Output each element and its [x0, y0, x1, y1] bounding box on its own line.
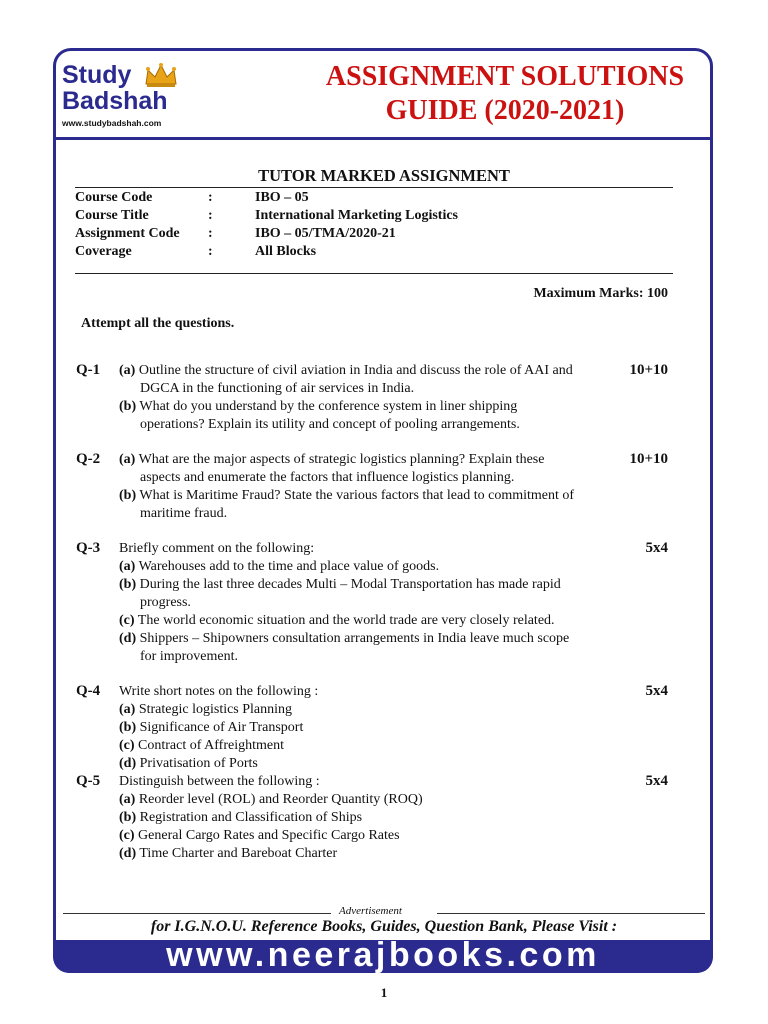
- title-line1: ASSIGNMENT SOLUTIONS: [325, 61, 685, 92]
- part-a-line: [119, 558, 439, 576]
- instruction: Attempt all the questions.: [81, 316, 235, 331]
- meta-top-rule: [75, 187, 673, 188]
- ad-rule-left: [63, 913, 331, 914]
- meta-key: Course Code: [75, 190, 153, 205]
- logo-text-line1: Study: [62, 61, 132, 89]
- header-divider: [53, 137, 713, 140]
- part-text: Time Charter and Bareboat Charter: [139, 846, 338, 861]
- question-number: Q-5: [76, 773, 101, 789]
- part-c-line: [119, 827, 400, 845]
- part-b-line: [119, 398, 517, 416]
- meta-sep: :: [208, 190, 213, 205]
- part-label: (a): [119, 702, 136, 717]
- part-label: (c): [119, 828, 135, 843]
- part-label: (b): [119, 488, 137, 503]
- part-text: Contract of Affreightment: [138, 738, 284, 753]
- part-text: Registration and Classification of Ships: [139, 810, 363, 825]
- part-b-cont: operations? Explain its utility and concept of pooling arrangements.: [140, 417, 520, 432]
- part-text: Reorder level (ROL) and Reorder Quantity (ROQ): [138, 792, 423, 807]
- part-text: The world economic situation and the world trade are very closely related.: [137, 613, 555, 628]
- question-intro: Distinguish between the following :: [119, 774, 320, 789]
- meta-sep: :: [208, 208, 213, 223]
- part-label: (d): [119, 756, 137, 771]
- part-a-line: [119, 451, 544, 469]
- ad-rule-right: [437, 913, 705, 914]
- question-number: Q-2: [76, 451, 101, 467]
- meta-sep: :: [208, 244, 213, 259]
- advertisement-text: for I.G.N.O.U. Reference Books, Guides, Question Bank, Please Visit :: [150, 918, 618, 935]
- part-label: (a): [119, 559, 136, 574]
- tma-heading: TUTOR MARKED ASSIGNMENT: [258, 166, 510, 185]
- part-text: Significance of Air Transport: [139, 720, 304, 735]
- part-d-cont: for improvement.: [140, 649, 238, 664]
- part-text: Strategic logistics Planning: [138, 702, 293, 717]
- meta-bottom-rule: [75, 273, 673, 274]
- part-label: (d): [119, 846, 137, 861]
- question-number: Q-1: [76, 362, 101, 378]
- question-marks: 5x4: [645, 540, 668, 556]
- part-text: Shippers – Shipowners consultation arrangements in India leave much scope: [139, 631, 570, 646]
- part-text: Privatisation of Ports: [139, 756, 258, 771]
- part-b-line: [119, 576, 561, 594]
- part-d-line: [119, 755, 258, 773]
- part-b-line: [119, 719, 303, 737]
- part-text: Outline the structure of civil aviation in India and discuss the role of AAI and: [138, 363, 573, 378]
- part-label: (a): [119, 792, 136, 807]
- meta-value: IBO – 05/TMA/2020-21: [255, 226, 396, 241]
- part-a-line: [119, 791, 423, 809]
- meta-key: Assignment Code: [75, 226, 180, 241]
- part-c-line: [119, 737, 284, 755]
- part-label: (c): [119, 613, 135, 628]
- question-marks: 10+10: [629, 451, 668, 467]
- part-text: Warehouses add to the time and place value of goods.: [138, 559, 440, 574]
- meta-value: IBO – 05: [255, 190, 309, 205]
- part-d-line: [119, 630, 569, 648]
- part-text: What are the major aspects of strategic logistics planning? Explain these: [138, 452, 545, 467]
- part-label: (d): [119, 631, 137, 646]
- part-label: (b): [119, 810, 137, 825]
- part-label: (b): [119, 577, 137, 592]
- part-b-line: [119, 809, 362, 827]
- maximum-marks: Maximum Marks: 100: [533, 286, 668, 301]
- part-label: (b): [119, 399, 137, 414]
- part-label: (a): [119, 452, 136, 467]
- part-d-line: [119, 845, 337, 863]
- part-text: What do you understand by the conference system in liner shipping: [139, 399, 518, 414]
- question-intro: Briefly comment on the following:: [119, 541, 315, 556]
- part-a-cont: DGCA in the functioning of air services in India.: [140, 381, 415, 396]
- part-label: (c): [119, 738, 135, 753]
- logo-text-line2: Badshah: [62, 87, 168, 115]
- part-a-cont: aspects and enumerate the factors that influence logistics planning.: [140, 470, 515, 485]
- part-a-line: [119, 362, 573, 380]
- part-b-cont: progress.: [140, 595, 191, 610]
- part-text: During the last three decades Multi – Modal Transportation has made rapid: [139, 577, 561, 592]
- meta-value: All Blocks: [255, 244, 317, 259]
- part-a-line: [119, 701, 292, 719]
- part-b-cont: maritime fraud.: [140, 506, 228, 521]
- part-b-line: [119, 487, 574, 505]
- page-title: [300, 60, 710, 128]
- question-marks: 5x4: [645, 683, 668, 699]
- part-label: (a): [119, 363, 136, 378]
- part-c-line: [119, 612, 555, 630]
- question-number: Q-3: [76, 540, 101, 556]
- meta-key: Coverage: [75, 244, 132, 259]
- question-marks: 10+10: [629, 362, 668, 378]
- title-line2: GUIDE (2020-2021): [385, 95, 625, 126]
- part-text: General Cargo Rates and Specific Cargo Rates: [138, 828, 400, 843]
- part-label: (b): [119, 720, 137, 735]
- advertisement-label: Advertisement: [339, 905, 402, 917]
- meta-sep: :: [208, 226, 213, 241]
- question-number: Q-4: [76, 683, 101, 699]
- question-intro: Write short notes on the following :: [119, 684, 319, 699]
- crown-icon: [144, 62, 178, 88]
- part-text: What is Maritime Fraud? State the various factors that lead to commitment of: [139, 488, 575, 503]
- meta-key: Course Title: [75, 208, 149, 223]
- page-number: 1: [380, 985, 388, 1000]
- footer-website-link[interactable]: www.neerajbooks.com: [166, 936, 600, 974]
- study-badshah-logo: [62, 60, 212, 132]
- logo-url: www.studybadshah.com: [62, 118, 162, 128]
- meta-value: International Marketing Logistics: [255, 208, 458, 223]
- question-marks: 5x4: [645, 773, 668, 789]
